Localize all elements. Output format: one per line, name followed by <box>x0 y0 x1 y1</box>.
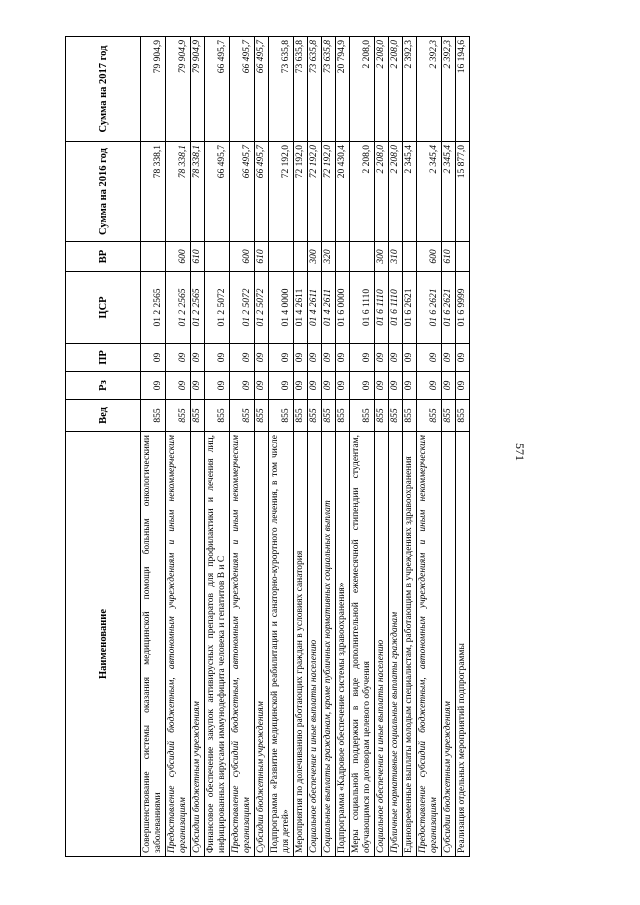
header-ved: Вед <box>66 400 141 432</box>
row-vr: 300 <box>375 242 389 272</box>
row-pr: 09 <box>294 344 308 372</box>
budget-table <box>65 36 470 857</box>
row-ved: 855 <box>322 400 336 432</box>
row-name: Социальное обеспечение и иные выплаты населению <box>308 432 322 857</box>
row-name: Предоставление субсидий бюджетным, автономным учреждениям и иным некоммерческим организациям <box>417 432 442 857</box>
row-pr: 09 <box>389 344 403 372</box>
row-rz: 09 <box>417 372 442 400</box>
row-name: Мероприятия по долечиванию работающих граждан в условиях санатория <box>294 432 308 857</box>
row-vr <box>336 242 350 272</box>
row-ved: 855 <box>230 400 255 432</box>
row-csr: 01 2 2565 <box>191 272 205 344</box>
table-row <box>442 37 456 857</box>
row-sum-2017: 2 392,3 <box>417 37 442 142</box>
row-ved: 855 <box>442 400 456 432</box>
row-vr <box>141 242 166 272</box>
row-sum-2017: 73 635,8 <box>294 37 308 142</box>
row-pr: 09 <box>141 344 166 372</box>
row-vr <box>456 242 470 272</box>
row-vr <box>205 242 230 272</box>
row-rz: 09 <box>166 372 191 400</box>
row-pr: 09 <box>255 344 269 372</box>
table-row <box>336 37 350 857</box>
row-vr: 600 <box>166 242 191 272</box>
header-csr: ЦСР <box>66 272 141 344</box>
table-row <box>375 37 389 857</box>
row-csr: 01 6 1110 <box>389 272 403 344</box>
row-rz: 09 <box>294 372 308 400</box>
row-ved: 855 <box>350 400 375 432</box>
row-pr: 09 <box>417 344 442 372</box>
row-csr: 01 2 2565 <box>166 272 191 344</box>
row-sum-2016: 2 208,0 <box>375 142 389 242</box>
table-row <box>269 37 294 857</box>
row-sum-2017: 73 635,8 <box>269 37 294 142</box>
row-sum-2016: 78 338,1 <box>141 142 166 242</box>
table-row <box>230 37 255 857</box>
table-header-row <box>66 37 141 857</box>
row-csr: 01 2 2565 <box>141 272 166 344</box>
row-pr: 09 <box>375 344 389 372</box>
row-sum-2017: 79 904,9 <box>191 37 205 142</box>
header-vr: ВР <box>66 242 141 272</box>
row-sum-2016: 2 208,0 <box>350 142 375 242</box>
row-rz: 09 <box>336 372 350 400</box>
row-csr: 01 6 2621 <box>442 272 456 344</box>
row-csr: 01 4 2611 <box>294 272 308 344</box>
row-sum-2016: 78 338,1 <box>191 142 205 242</box>
row-csr: 01 6 1110 <box>375 272 389 344</box>
row-sum-2016: 66 495,7 <box>255 142 269 242</box>
row-ved: 855 <box>456 400 470 432</box>
row-ved: 855 <box>205 400 230 432</box>
row-csr: 01 6 2621 <box>403 272 417 344</box>
row-sum-2016: 20 430,4 <box>336 142 350 242</box>
row-vr: 310 <box>389 242 403 272</box>
header-sum-2017: Сумма на 2017 год <box>66 37 141 142</box>
row-name: Подпрограмма «Кадровое обеспечение системы здравоохранения» <box>336 432 350 857</box>
row-name: Субсидии бюджетным учреждениям <box>255 432 269 857</box>
row-rz: 09 <box>389 372 403 400</box>
row-vr <box>403 242 417 272</box>
row-sum-2017: 20 794,9 <box>336 37 350 142</box>
row-rz: 09 <box>350 372 375 400</box>
table-row <box>322 37 336 857</box>
row-name: Предоставление субсидий бюджетным, автономным учреждениям и иным некоммерческим организациям <box>166 432 191 857</box>
row-ved: 855 <box>375 400 389 432</box>
table-body <box>141 37 470 857</box>
row-pr: 09 <box>191 344 205 372</box>
row-vr <box>350 242 375 272</box>
row-vr <box>294 242 308 272</box>
row-sum-2017: 79 904,9 <box>141 37 166 142</box>
row-sum-2017: 79 904,9 <box>166 37 191 142</box>
row-sum-2017: 2 392,3 <box>403 37 417 142</box>
row-pr: 09 <box>308 344 322 372</box>
row-pr: 09 <box>350 344 375 372</box>
row-pr: 09 <box>322 344 336 372</box>
row-ved: 855 <box>308 400 322 432</box>
row-sum-2017: 66 495,7 <box>205 37 230 142</box>
row-sum-2016: 72 192,0 <box>308 142 322 242</box>
row-name: Социальное обеспечение и иные выплаты населению <box>375 432 389 857</box>
row-pr: 09 <box>205 344 230 372</box>
row-ved: 855 <box>336 400 350 432</box>
row-pr: 09 <box>403 344 417 372</box>
row-rz: 09 <box>375 372 389 400</box>
row-rz: 09 <box>456 372 470 400</box>
row-sum-2017: 2 208,0 <box>389 37 403 142</box>
row-rz: 09 <box>322 372 336 400</box>
table-row <box>205 37 230 857</box>
row-pr: 09 <box>269 344 294 372</box>
row-name: Финансовое обеспечение закупок антивирусных препаратов для профилактики и лечения лиц, инфицированных вирусами иммунодефицита человека и гепатитов B и C <box>205 432 230 857</box>
page-number: 571 <box>513 443 527 461</box>
row-rz: 09 <box>205 372 230 400</box>
row-sum-2016: 66 495,7 <box>230 142 255 242</box>
row-pr: 09 <box>442 344 456 372</box>
row-csr: 01 2 5072 <box>255 272 269 344</box>
row-pr: 09 <box>230 344 255 372</box>
row-rz: 09 <box>230 372 255 400</box>
row-vr: 600 <box>230 242 255 272</box>
row-ved: 855 <box>294 400 308 432</box>
row-rz: 09 <box>269 372 294 400</box>
row-vr: 600 <box>417 242 442 272</box>
table-row <box>294 37 308 857</box>
row-sum-2016: 2 345,4 <box>403 142 417 242</box>
row-sum-2017: 73 635,8 <box>322 37 336 142</box>
row-sum-2016: 72 192,0 <box>294 142 308 242</box>
table-row <box>191 37 205 857</box>
row-name: Предоставление субсидий бюджетным, автономным учреждениям и иным некоммерческим организациям <box>230 432 255 857</box>
row-csr: 01 6 1110 <box>350 272 375 344</box>
row-sum-2017: 16 194,6 <box>456 37 470 142</box>
row-vr: 610 <box>255 242 269 272</box>
row-name: Социальные выплаты гражданам, кроме публичных нормативных социальных выплат <box>322 432 336 857</box>
table-row <box>350 37 375 857</box>
row-sum-2016: 66 495,7 <box>205 142 230 242</box>
table-row <box>417 37 442 857</box>
row-name: Субсидии бюджетным учреждениям <box>191 432 205 857</box>
row-csr: 01 4 0000 <box>269 272 294 344</box>
header-sum-2016: Сумма на 2016 год <box>66 142 141 242</box>
row-name: Меры социальной поддержки в виде дополнительной ежемесячной стипендии студентам, обучающимся по договорам целевого обучения <box>350 432 375 857</box>
row-sum-2016: 15 877,0 <box>456 142 470 242</box>
table-row <box>166 37 191 857</box>
row-ved: 855 <box>166 400 191 432</box>
row-name: Совершенствование системы оказания медицинской помощи больным онкологическими заболеваниями <box>141 432 166 857</box>
row-sum-2017: 2 392,3 <box>442 37 456 142</box>
row-sum-2016: 72 192,0 <box>269 142 294 242</box>
table-row <box>403 37 417 857</box>
header-rz: Рз <box>66 372 141 400</box>
row-csr: 01 4 2611 <box>322 272 336 344</box>
table-row <box>255 37 269 857</box>
row-sum-2016: 78 338,1 <box>166 142 191 242</box>
row-rz: 09 <box>141 372 166 400</box>
row-vr: 300 <box>308 242 322 272</box>
row-csr: 01 2 5072 <box>230 272 255 344</box>
row-ved: 855 <box>403 400 417 432</box>
row-pr: 09 <box>336 344 350 372</box>
row-csr: 01 2 5072 <box>205 272 230 344</box>
header-pr: ПР <box>66 344 141 372</box>
row-csr: 01 4 2611 <box>308 272 322 344</box>
row-vr: 610 <box>442 242 456 272</box>
row-name: Единовременные выплаты молодым специалистам, работающим в учреждениях здравоохранения <box>403 432 417 857</box>
row-sum-2016: 72 192,0 <box>322 142 336 242</box>
row-sum-2017: 66 495,7 <box>255 37 269 142</box>
rotated-page-content <box>65 37 535 857</box>
row-ved: 855 <box>255 400 269 432</box>
row-name: Подпрограмма «Развитие медицинской реабилитации и санаторно-курортного лечения, в том числе для детей» <box>269 432 294 857</box>
row-rz: 09 <box>403 372 417 400</box>
row-rz: 09 <box>442 372 456 400</box>
row-rz: 09 <box>255 372 269 400</box>
table-row <box>141 37 166 857</box>
header-name: Наименование <box>66 432 141 857</box>
table-row <box>308 37 322 857</box>
row-name: Реализация отдельных мероприятий подпрограммы <box>456 432 470 857</box>
row-sum-2016: 2 208,0 <box>389 142 403 242</box>
row-ved: 855 <box>269 400 294 432</box>
row-name: Субсидии бюджетным учреждениям <box>442 432 456 857</box>
row-pr: 09 <box>456 344 470 372</box>
row-sum-2016: 2 345,4 <box>417 142 442 242</box>
row-ved: 855 <box>417 400 442 432</box>
row-rz: 09 <box>308 372 322 400</box>
row-sum-2016: 2 345,4 <box>442 142 456 242</box>
row-csr: 01 6 9999 <box>456 272 470 344</box>
row-rz: 09 <box>191 372 205 400</box>
row-ved: 855 <box>191 400 205 432</box>
row-sum-2017: 66 495,7 <box>230 37 255 142</box>
row-sum-2017: 73 635,8 <box>308 37 322 142</box>
table-row <box>456 37 470 857</box>
row-csr: 01 6 0000 <box>336 272 350 344</box>
row-pr: 09 <box>166 344 191 372</box>
row-vr <box>269 242 294 272</box>
row-ved: 855 <box>389 400 403 432</box>
row-name: Публичные нормативные социальные выплаты гражданам <box>389 432 403 857</box>
row-ved: 855 <box>141 400 166 432</box>
row-sum-2017: 2 208,0 <box>375 37 389 142</box>
row-sum-2017: 2 208,0 <box>350 37 375 142</box>
row-vr: 320 <box>322 242 336 272</box>
row-csr: 01 6 2621 <box>417 272 442 344</box>
row-vr: 610 <box>191 242 205 272</box>
table-row <box>389 37 403 857</box>
